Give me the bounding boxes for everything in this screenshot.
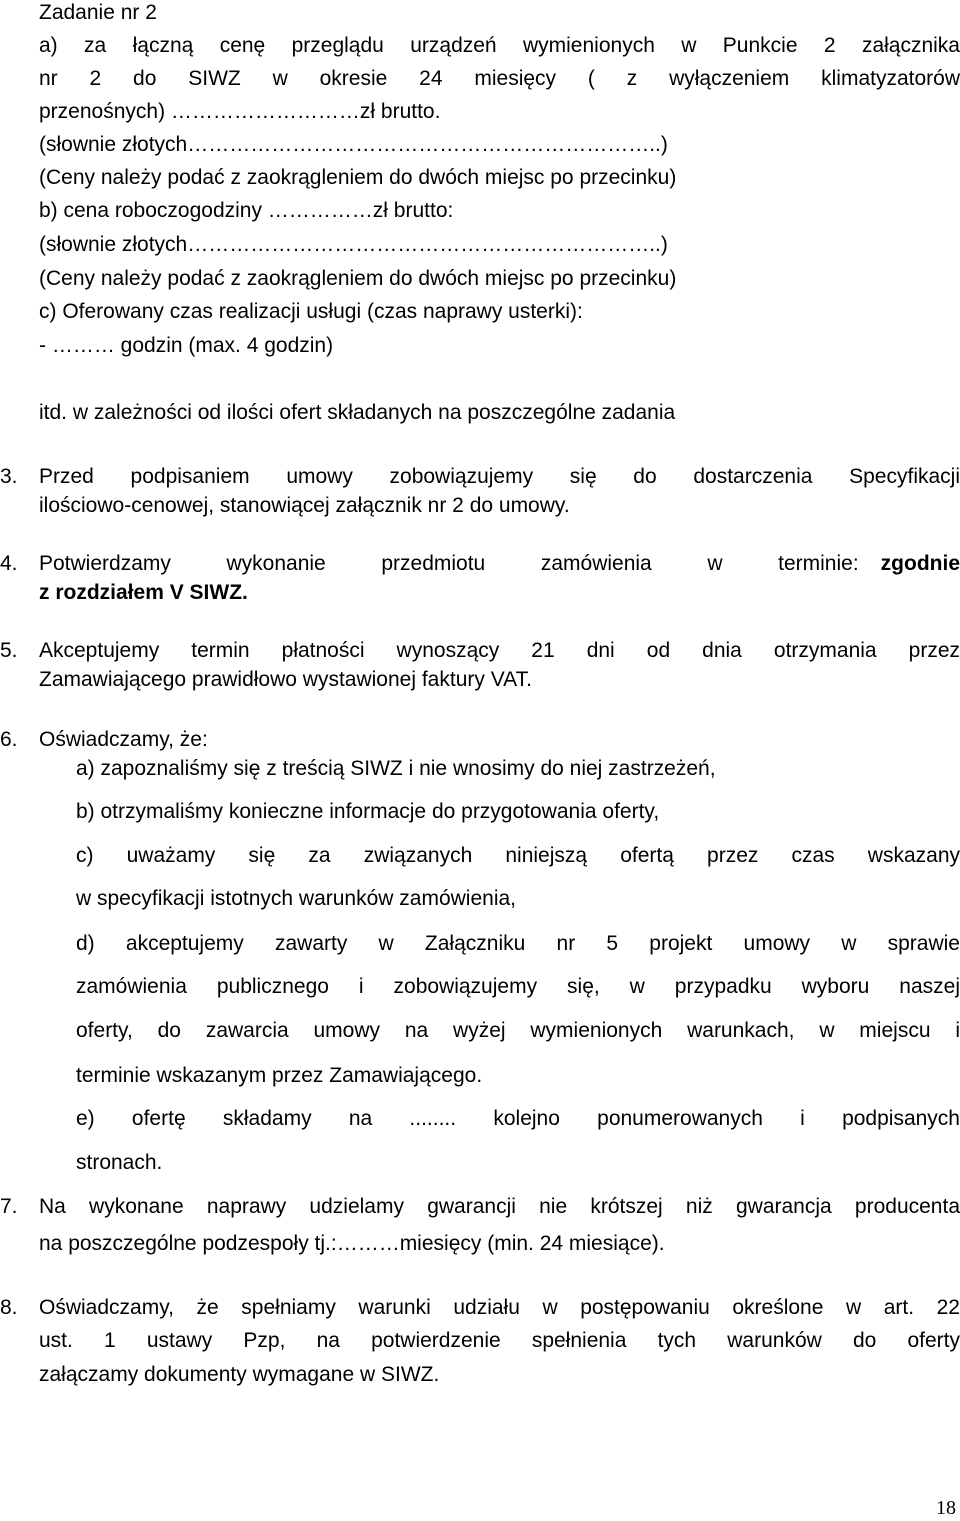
task-a-line-2: nr 2 do SIWZ w okresie 24 miesięcy ( z wyłączeniem klimatyzatorów [39,67,960,90]
item-6-d-line-2: zamówienia publicznego i zobowiązujemy się, w przypadku wyboru naszej [76,975,960,998]
task-a-rounding-note: (Ceny należy podać z zaokrągleniem do dwóch miejsc po przecinku) [39,166,677,189]
task-b-line-1: b) cena roboczogodziny ……………zł brutto: [39,199,454,222]
task-b-words-line: (słownie złotych…………………………………………………………..) [39,233,668,256]
item-5-line-2: Zamawiającego prawidłowo wystawionej faktury VAT. [39,668,532,691]
item-8-number: 8. [0,1296,18,1319]
item-6-intro: Oświadczamy, że: [39,728,208,751]
task-c-line-1: c) Oferowany czas realizacji usługi (czas naprawy usterki): [39,300,583,323]
task-a-words-line: (słownie złotych…………………………………………………………..) [39,133,668,156]
item-6-c-line-2: w specyfikacji istotnych warunków zamówienia, [76,887,517,910]
item-4-bold-term: zgodnie [880,552,960,575]
item-8-line-2: ust. 1 ustawy Pzp, na potwierdzenie spełnienia tych warunków do oferty [39,1329,960,1352]
item-7-line-1: Na wykonane naprawy udzielamy gwarancji nie krótszej niż gwarancja producenta [39,1195,960,1218]
task-title: Zadanie nr 2 [39,1,157,24]
item-6-e-line-1: e) ofertę składamy na ........ kolejno ponumerowanych i podpisanych [76,1107,960,1130]
item-5-line-1: Akceptujemy termin płatności wynoszący 21 dni od dnia otrzymania przez [39,639,960,662]
item-7-line-2: na poszczególne podzespoły tj.:………miesięcy (min. 24 miesiące). [39,1232,665,1255]
page-number: 18 [936,1497,956,1519]
item-6-number: 6. [0,728,18,751]
item-6-c-line-1: c) uważamy się za związanych niniejszą ofertą przez czas wskazany [76,844,960,867]
item-4-line-1 [39,551,960,577]
item-6-a: a) zapoznaliśmy się z treścią SIWZ i nie wnosimy do niej zastrzeżeń, [76,757,716,780]
task-c-line-2: - ……… godzin (max. 4 godzin) [39,334,334,357]
item-3-number: 3. [0,465,18,488]
item-6-d-line-3: oferty, do zawarcia umowy na wyżej wymienionych warunkach, w miejscu i [76,1019,960,1042]
task-b-rounding-note: (Ceny należy podać z zaokrągleniem do dwóch miejsc po przecinku) [39,267,677,290]
task-itd-note: itd. w zależności od ilości ofert składanych na poszczególne zadania [39,401,676,424]
item-4-text: Potwierdzamy wykonanie przedmiotu zamówienia w terminie: [39,552,859,575]
item-8-line-3: załączamy dokumenty wymagane w SIWZ. [39,1363,440,1386]
item-5-number: 5. [0,639,18,662]
item-4-line-2: z rozdziałem V SIWZ. [39,581,248,604]
task-a-line-3: przenośnych) ………………………zł brutto. [39,100,441,123]
item-7-number: 7. [0,1195,18,1218]
item-6-d-line-1: d) akceptujemy zawarty w Załączniku nr 5 projekt umowy w sprawie [76,932,960,955]
item-3-line-2: ilościowo-cenowej, stanowiącej załącznik nr 2 do umowy. [39,494,570,517]
item-8-line-1: Oświadczamy, że spełniamy warunki udziału w postępowaniu określone w art. 22 [39,1296,960,1319]
item-3-line-1: Przed podpisaniem umowy zobowiązujemy się do dostarczenia Specyfikacji [39,465,960,488]
item-4-number: 4. [0,552,18,575]
item-6-d-line-4: terminie wskazanym przez Zamawiającego. [76,1064,483,1087]
task-a-line-1: a) za łączną cenę przeglądu urządzeń wymienionych w Punkcie 2 załącznika [39,34,960,57]
item-6-b: b) otrzymaliśmy konieczne informacje do przygotowania oferty, [76,800,660,823]
item-6-e-line-2: stronach. [76,1151,163,1174]
